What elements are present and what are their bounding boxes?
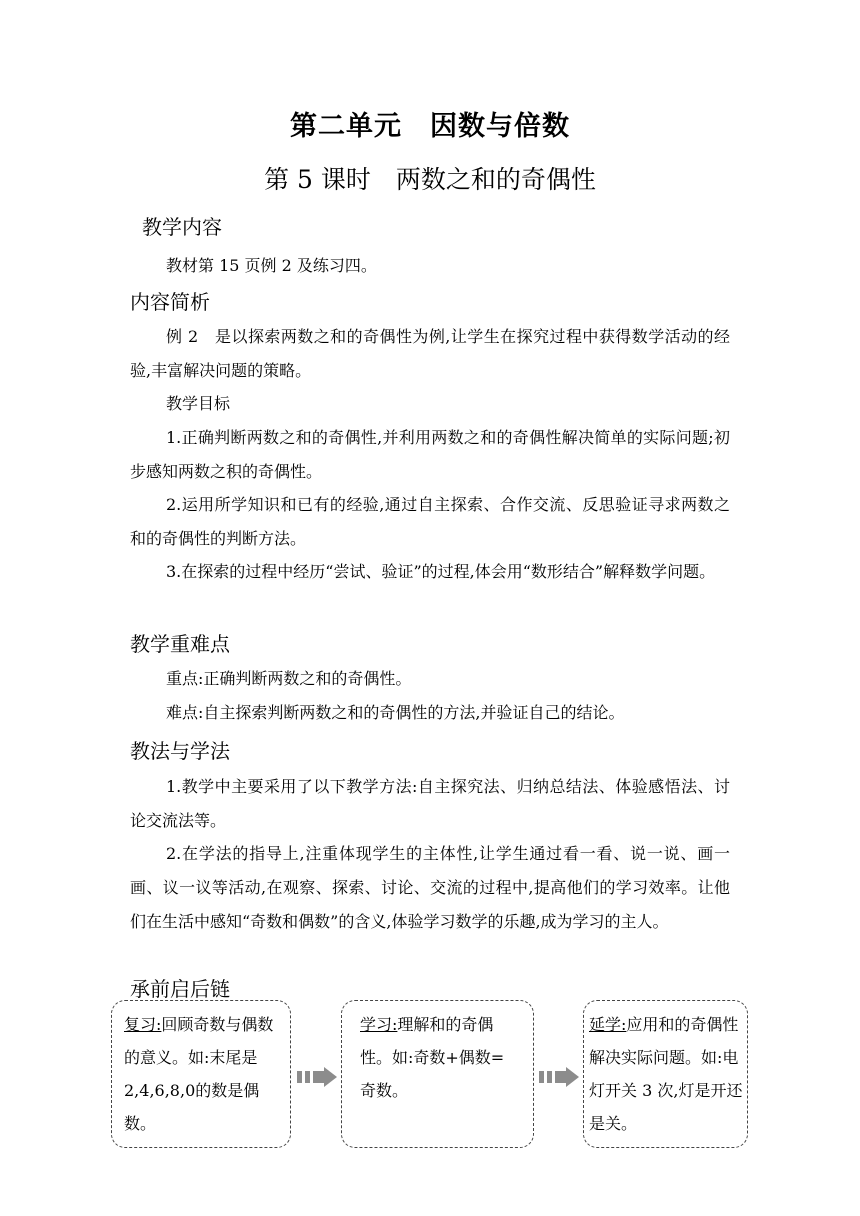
arrow-right-icon [297, 1067, 339, 1087]
goals-label: 教学目标 [166, 394, 231, 413]
learn-text: 理解和的奇偶性。如:奇数+偶数=奇数。 [360, 1015, 505, 1100]
lesson-subtitle: 第 5 课时 两数之和的奇偶性 [264, 165, 596, 194]
review-label: 复习: [124, 1015, 162, 1034]
goal-item-3: 3.在探索的过程中经历“尝试、验证”的过程,体会用“数形结合”解释数学问题。 [166, 562, 716, 581]
heading-content-analysis: 内容简析 [130, 290, 210, 314]
heading-chain: 承前启后链 [130, 977, 230, 1001]
focus-text: 重点:正确判断两数之和的奇偶性。 [166, 669, 412, 688]
analysis-text: 例 2 是以探索两数之和的奇偶性为例,让学生在探究过程中获得数学活动的经验,丰富解决问题的策略。 [130, 327, 730, 380]
teaching-content-text: 教材第 15 页例 2 及练习四。 [166, 256, 377, 275]
goal-item-1: 1.正确判断两数之和的奇偶性,并利用两数之和的奇偶性解决简单的实际问题;初步感知两数之积的奇偶性。 [130, 428, 730, 481]
method-item-1: 1.教学中主要采用了以下教学方法:自主探究法、归纳总结法、体验感悟法、讨论交流法等。 [130, 777, 730, 830]
page-title: 第二单元 因数与倍数 [290, 111, 570, 142]
chain-box-extend [583, 1000, 748, 1148]
chain-box-review [111, 1000, 291, 1148]
method-item-2: 2.在学法的指导上,注重体现学生的主体性,让学生通过看一看、说一说、画一画、议一议等活动,在观察、探索、讨论、交流的过程中,提高他们的学习效率。让他们在生活中感知“奇数和偶数”的含义,体验学习数学的乐趣,成为学习的主人。 [130, 844, 730, 931]
arrow-right-icon [539, 1067, 581, 1087]
heading-key-points: 教学重难点 [130, 632, 230, 656]
difficulty-text: 难点:自主探索判断两数之和的奇偶性的方法,并验证自己的结论。 [166, 703, 625, 722]
extend-text: 应用和的奇偶性解决实际问题。如:电灯开关 3 次,灯是开还是关。 [589, 1015, 743, 1133]
extend-label: 延学: [589, 1015, 627, 1034]
heading-methods: 教法与学法 [130, 739, 230, 763]
learn-label: 学习: [360, 1015, 398, 1034]
review-text: 回顾奇数与偶数的意义。如:末尾是2,4,6,8,0的数是偶数。 [124, 1015, 274, 1133]
goal-item-2: 2.运用所学知识和已有的经验,通过自主探索、合作交流、反思验证寻求两数之和的奇偶性的判断方法。 [130, 495, 730, 548]
chain-box-learn [341, 1000, 534, 1148]
heading-teaching-content: 教学内容 [142, 215, 222, 239]
